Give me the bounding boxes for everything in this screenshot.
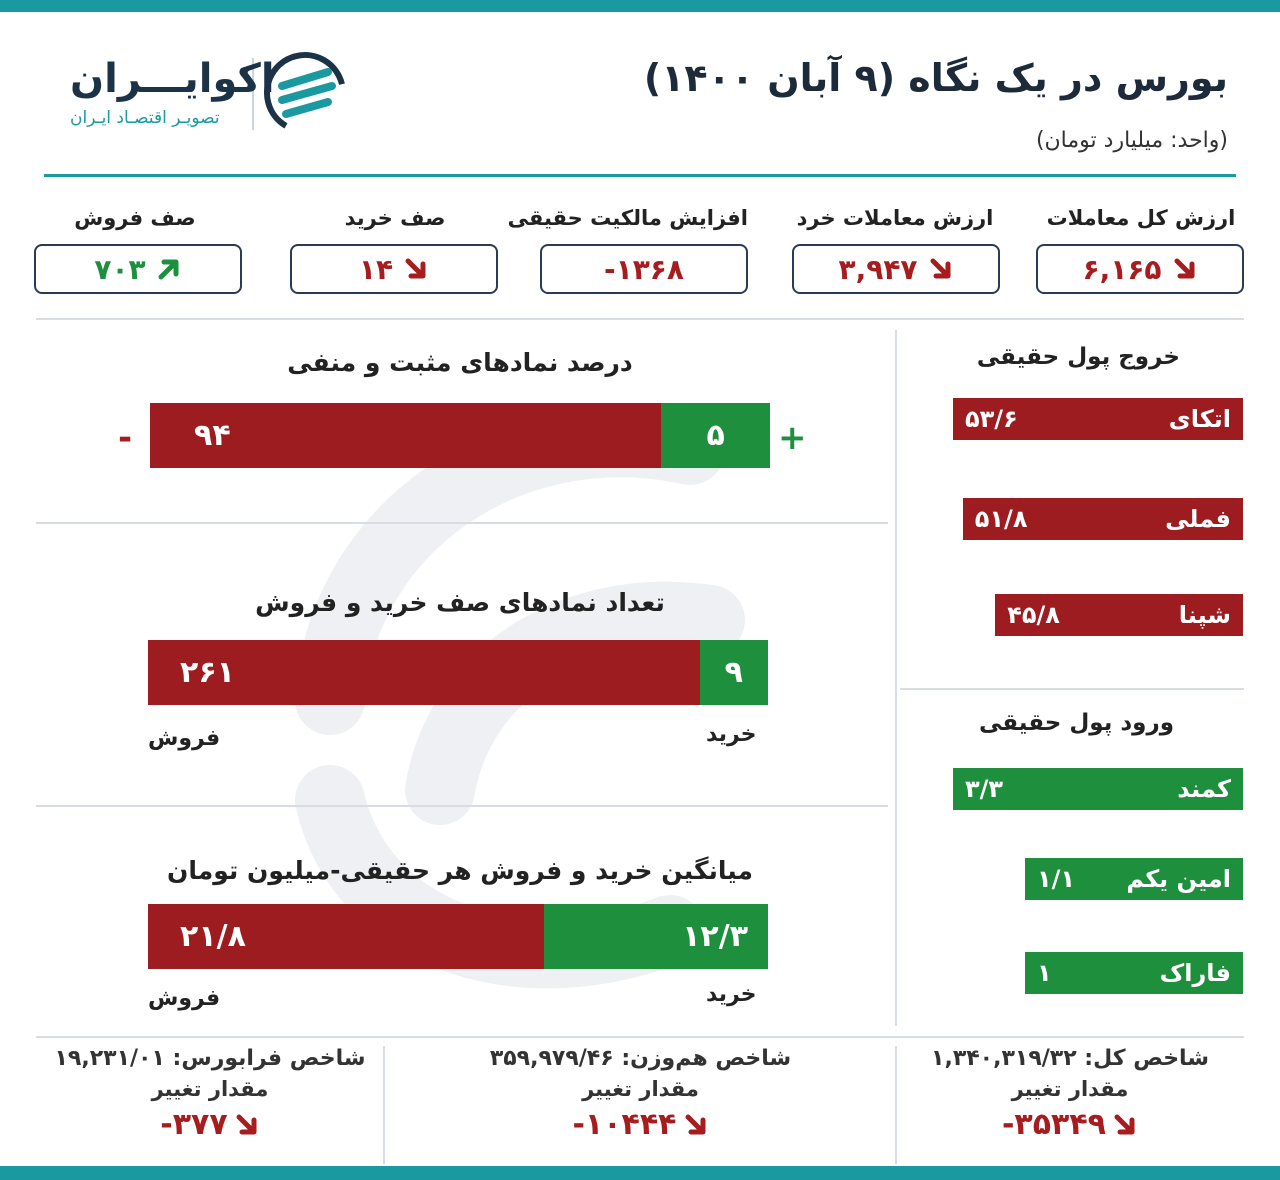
top-accent-bar xyxy=(0,0,1280,12)
index-change-value-wrap xyxy=(572,1107,708,1142)
outflow-bar xyxy=(995,594,1243,636)
minus-sign: - xyxy=(118,418,133,458)
index-equal-weight xyxy=(388,1046,893,1142)
arrow-down-right-icon xyxy=(928,256,954,282)
buy-caption: خرید xyxy=(706,722,757,747)
index-change-value: -۳۵۳۴۹ xyxy=(1001,1107,1106,1142)
arrow-down-right-icon xyxy=(683,1112,709,1138)
stat-box-sell-queue xyxy=(34,244,242,294)
header-divider xyxy=(44,174,1236,177)
queues-sell-segment xyxy=(148,640,700,705)
plus-sign: + xyxy=(778,418,807,458)
section-title-pos-neg: درصد نمادهای مثبت و منفی xyxy=(287,348,633,377)
positive-percent: ۵ xyxy=(706,418,725,453)
stat-value: ۱۴ xyxy=(358,252,394,286)
sell-caption: فروش xyxy=(148,726,221,751)
divider xyxy=(36,318,1244,320)
divider xyxy=(895,330,897,1026)
stat-value: ۷۰۳ xyxy=(94,252,146,286)
inflow-symbol: فاراک xyxy=(1159,959,1231,987)
brand-tagline: تصویـر اقتصـاد ایـران xyxy=(70,108,220,128)
brand-name: اکوایـــران xyxy=(70,56,275,102)
inflow-bar xyxy=(1025,952,1243,994)
outflow-bar xyxy=(953,398,1243,440)
inflow-value: ۳/۳ xyxy=(965,775,1004,803)
outflow-symbol: فملی xyxy=(1165,505,1231,533)
negative-percent: ۹۴ xyxy=(194,418,231,453)
divider xyxy=(900,688,1244,690)
avg-buy-segment xyxy=(544,904,768,969)
pos-neg-positive-segment xyxy=(661,403,770,468)
stat-label-buy-queue: صف خرید xyxy=(344,206,446,230)
inflow-bar xyxy=(953,768,1243,810)
index-change-value-wrap xyxy=(1002,1107,1138,1142)
outflow-bar xyxy=(963,498,1243,540)
index-change-value: -۱۰۴۴۴ xyxy=(572,1107,677,1142)
avg-trade-bar xyxy=(148,904,768,969)
arrow-down-right-icon xyxy=(234,1112,260,1138)
arrow-down-right-icon xyxy=(1172,256,1198,282)
inflow-symbol: کمند xyxy=(1177,775,1231,803)
arrow-up-right-icon xyxy=(156,256,182,282)
outflow-value: ۴۵/۸ xyxy=(1007,601,1060,629)
index-otc xyxy=(40,1046,380,1142)
pos-neg-bar xyxy=(150,403,770,468)
stat-value: -۱۳۶۸ xyxy=(604,252,684,286)
stat-value: ۶,۱۶۵ xyxy=(1082,252,1162,286)
section-title-queues: تعداد نمادهای صف خرید و فروش xyxy=(255,588,665,617)
outflow-title: خروج پول حقیقی xyxy=(976,344,1180,370)
inflow-title: ورود پول حقیقی xyxy=(978,710,1174,736)
outflow-symbol: اتکای xyxy=(1168,405,1231,433)
stat-label-ownership-change: افزایش مالکیت حقیقی xyxy=(507,206,748,230)
index-change-label: مقدار تغییر xyxy=(582,1077,699,1101)
queues-buy-segment xyxy=(700,640,768,705)
outflow-symbol: شپنا xyxy=(1178,601,1231,629)
inflow-bar xyxy=(1025,858,1243,900)
sell-queue-count: ۲۶۱ xyxy=(180,655,235,690)
arrow-down-right-icon xyxy=(1112,1112,1138,1138)
section-title-avg-trade: میانگین خرید و فروش هر حقیقی-میلیون تومان xyxy=(167,856,753,885)
divider xyxy=(36,805,888,807)
divider xyxy=(383,1046,385,1164)
index-equal-weight-label: شاخص هم‌وزن: ۳۵۹,۹۷۹/۴۶ xyxy=(489,1046,792,1071)
stat-box-retail-value xyxy=(792,244,1000,294)
stat-label-sell-queue: صف فروش xyxy=(74,206,196,230)
divider xyxy=(36,1036,1244,1038)
buy-caption: خرید xyxy=(706,982,757,1007)
inflow-value: ۱ xyxy=(1037,959,1052,987)
divider xyxy=(36,522,888,524)
sell-caption: فروش xyxy=(148,986,221,1011)
arrow-down-right-icon xyxy=(403,256,429,282)
index-change-label: مقدار تغییر xyxy=(151,1077,269,1101)
avg-sell-segment xyxy=(148,904,544,969)
divider xyxy=(895,1046,897,1164)
index-change-value: -۳۷۷ xyxy=(160,1107,228,1142)
stat-label-retail-value: ارزش معاملات خرد xyxy=(796,206,994,230)
avg-buy-value: ۱۲/۳ xyxy=(682,919,748,954)
bottom-accent-bar xyxy=(0,1166,1280,1180)
inflow-symbol: امین یکم xyxy=(1126,865,1231,893)
stat-value: ۳,۹۴۷ xyxy=(838,252,918,286)
index-change-label: مقدار تغییر xyxy=(1011,1077,1129,1101)
buy-queue-count: ۹ xyxy=(724,655,743,690)
index-total xyxy=(900,1046,1240,1142)
index-otc-label: شاخص فرابورس: ۱۹,۲۳۱/۰۱ xyxy=(54,1046,366,1071)
inflow-value: ۱/۱ xyxy=(1037,865,1076,893)
stat-box-total-value xyxy=(1036,244,1244,294)
brand-logo-icon xyxy=(262,50,348,136)
index-change-value-wrap xyxy=(160,1107,259,1142)
outflow-value: ۵۱/۸ xyxy=(974,505,1028,533)
stat-box-buy-queue xyxy=(290,244,498,294)
outflow-value: ۵۳/۶ xyxy=(965,405,1018,433)
index-total-label: شاخص کل: ۱,۳۴۰,۳۱۹/۳۲ xyxy=(931,1046,1209,1071)
stat-box-ownership-change xyxy=(540,244,748,294)
stat-label-total-value: ارزش کل معاملات xyxy=(1046,206,1236,230)
avg-sell-value: ۲۱/۸ xyxy=(180,919,246,954)
pos-neg-negative-segment xyxy=(150,403,661,468)
unit-note: (واحد: میلیارد تومان) xyxy=(1035,128,1228,153)
page-title: بورس در یک نگاه (۹ آبان ۱۴۰۰) xyxy=(643,56,1228,100)
queues-bar xyxy=(148,640,768,705)
